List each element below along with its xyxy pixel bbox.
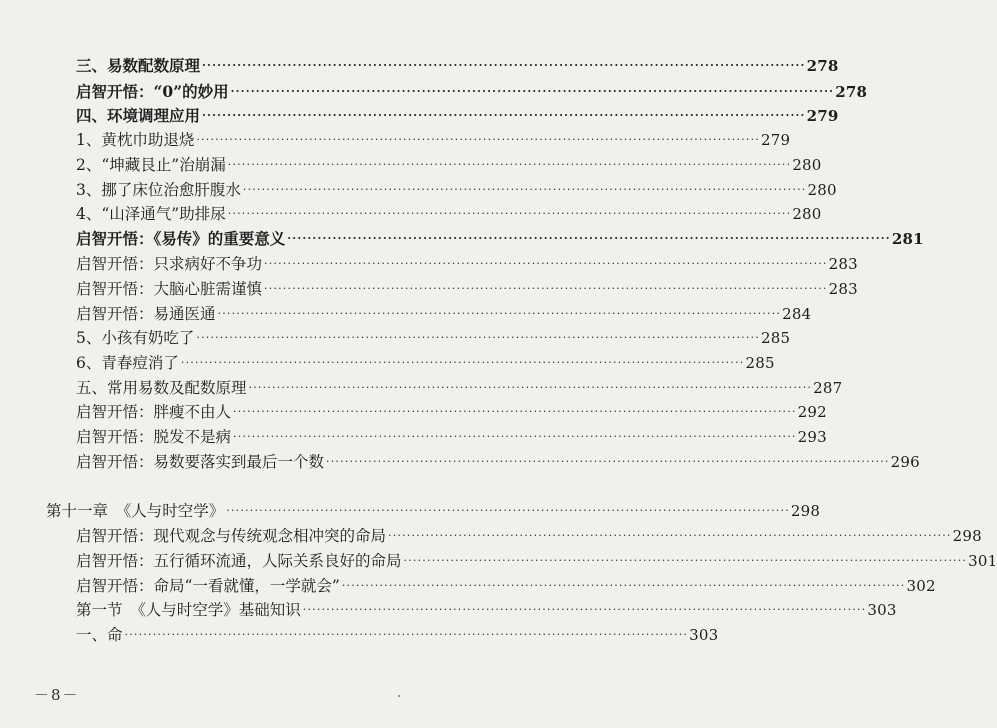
toc-entry-title: 4、“山泽通气”助排尿 — [76, 205, 226, 223]
toc-entry — [76, 227, 924, 251]
toc-leader-dots: ························································································································ — [233, 405, 797, 418]
toc-leader-dots: ························································································································ — [326, 455, 890, 468]
toc-entry-title: 6、青春痘消了 — [76, 354, 179, 372]
toc-entry-title: 启智开悟：易数要落实到最后一个数 — [76, 453, 325, 471]
toc-entry-page: 281 — [891, 230, 924, 248]
toc-leader-dots: ························································································································ — [233, 430, 797, 443]
toc-entry-page: 301 — [968, 552, 997, 570]
toc-entry-page: 279 — [806, 107, 839, 125]
toc-leader-dots: ························································································································ — [403, 554, 968, 567]
toc-entry-title: 第一节 《人与时空学》基础知识 — [76, 601, 301, 619]
toc-entry — [76, 252, 858, 276]
toc-entry-page: 292 — [797, 403, 827, 421]
toc-leader-dots: ························································································································ — [264, 257, 828, 270]
toc-entry — [76, 400, 827, 424]
toc-entry — [76, 623, 719, 647]
toc-entry-title: 启智开悟：易通医通 — [76, 305, 216, 323]
toc-leader-dots: ························································································································ — [341, 579, 906, 592]
toc-entry — [76, 351, 775, 375]
toc-entry — [76, 277, 858, 301]
toc-entry-page: 283 — [828, 255, 858, 273]
toc-entry-title: 启智开悟：“0”的妙用 — [76, 82, 229, 101]
toc-leader-dots: ························································································································ — [230, 85, 835, 98]
toc-entry — [76, 153, 822, 177]
toc-entry-page: 293 — [797, 428, 827, 446]
toc-entry-page: 280 — [792, 156, 822, 174]
toc-entry-page: 280 — [807, 181, 837, 199]
toc-entry — [76, 376, 843, 400]
toc-entry-title: 启智开悟：命局“一看就懂，一学就会” — [76, 577, 340, 595]
toc-leader-dots: ························································································································ — [287, 232, 891, 245]
toc-leader-dots: ························································································································ — [264, 282, 828, 295]
toc-entry-page: 285 — [760, 329, 791, 347]
toc-entry-page: 285 — [745, 354, 775, 372]
toc-entry-title: 第十一章 《人与时空学》 — [46, 502, 225, 520]
toc-entry-title: 四、环境调理应用 — [76, 106, 201, 125]
toc-entry — [76, 598, 897, 622]
toc-entry — [76, 574, 936, 598]
toc-leader-dots: ························································································································ — [302, 603, 867, 616]
toc-leader-dots: ························································································································ — [248, 381, 813, 394]
toc-leader-dots: ························································································································ — [227, 158, 792, 171]
toc-entry-page: 303 — [689, 626, 719, 644]
toc-leader-dots: ························································································································ — [196, 133, 760, 146]
toc-entry — [76, 450, 920, 474]
toc-entry — [76, 128, 791, 152]
toc-entry — [76, 425, 827, 449]
page-number: －8－ — [34, 686, 80, 704]
toc-leader-dots: ························································································································ — [388, 529, 952, 542]
toc-entry-title: 2、“坤藏艮止”治崩漏 — [76, 156, 226, 174]
toc-entry — [46, 499, 821, 523]
toc-entry-title: 5、小孩有奶吃了 — [76, 329, 195, 347]
toc-entry-title: 启智开悟：《易传》的重要意义 — [76, 229, 286, 248]
toc-entry-title: 启智开悟：脱发不是病 — [76, 428, 232, 446]
toc-entry-page: 287 — [813, 379, 843, 397]
toc-entry-title: 三、易数配数原理 — [76, 56, 201, 75]
toc-entry-page: 278 — [806, 57, 839, 75]
toc-entry-page: 284 — [782, 305, 812, 323]
toc-entry — [76, 549, 997, 573]
toc-entry-page: 280 — [792, 205, 822, 223]
toc-entry-title: 启智开悟：只求病好不争功 — [76, 255, 263, 273]
toc-entry-title: 启智开悟：五行循环流通，人际关系良好的命局 — [76, 552, 402, 570]
toc-entry — [76, 326, 791, 350]
toc-leader-dots: ························································································································ — [202, 59, 806, 72]
toc-leader-dots: ························································································································ — [242, 183, 807, 196]
toc-leader-dots: ························································································································ — [202, 109, 806, 122]
toc-leader-dots: ························································································································ — [217, 307, 782, 320]
toc-entry-title: 一、命 — [76, 626, 123, 644]
toc-entry-page: 278 — [835, 83, 868, 101]
toc-entry-title: 启智开悟：大脑心脏需谨慎 — [76, 280, 263, 298]
toc-entry-page: 298 — [790, 502, 821, 520]
toc-entry-page: 303 — [867, 601, 897, 619]
toc-entry — [76, 178, 837, 202]
toc-entry-title: 五、常用易数及配数原理 — [76, 379, 247, 397]
toc-entry-page: 283 — [828, 280, 858, 298]
toc-entry-title: 启智开悟：现代观念与传统观念相冲突的命局 — [76, 527, 387, 545]
toc-leader-dots: ························································································································ — [227, 207, 792, 220]
toc-entry-page: 298 — [952, 527, 982, 545]
toc-entry — [76, 80, 868, 104]
toc-entry — [76, 104, 839, 128]
toc-entry-title: 启智开悟：胖瘦不由人 — [76, 403, 232, 421]
toc-entry — [76, 302, 812, 326]
toc-entry-title: 1、黄枕巾助退烧 — [76, 131, 195, 149]
toc-entry-title: 3、挪了床位治愈肝腹水 — [76, 181, 241, 199]
toc-leader-dots: ························································································································ — [196, 331, 760, 344]
toc-entry — [76, 202, 822, 226]
toc-entry — [76, 524, 982, 548]
toc-entry — [76, 54, 839, 78]
scan-speck — [398, 695, 400, 697]
toc-leader-dots: ························································································································ — [226, 504, 790, 517]
toc-leader-dots: ························································································································ — [180, 356, 745, 369]
toc-entry-page: 279 — [760, 131, 791, 149]
toc-entry-page: 302 — [906, 577, 936, 595]
toc-leader-dots: ························································································································ — [124, 628, 689, 641]
toc-entry-page: 296 — [890, 453, 920, 471]
